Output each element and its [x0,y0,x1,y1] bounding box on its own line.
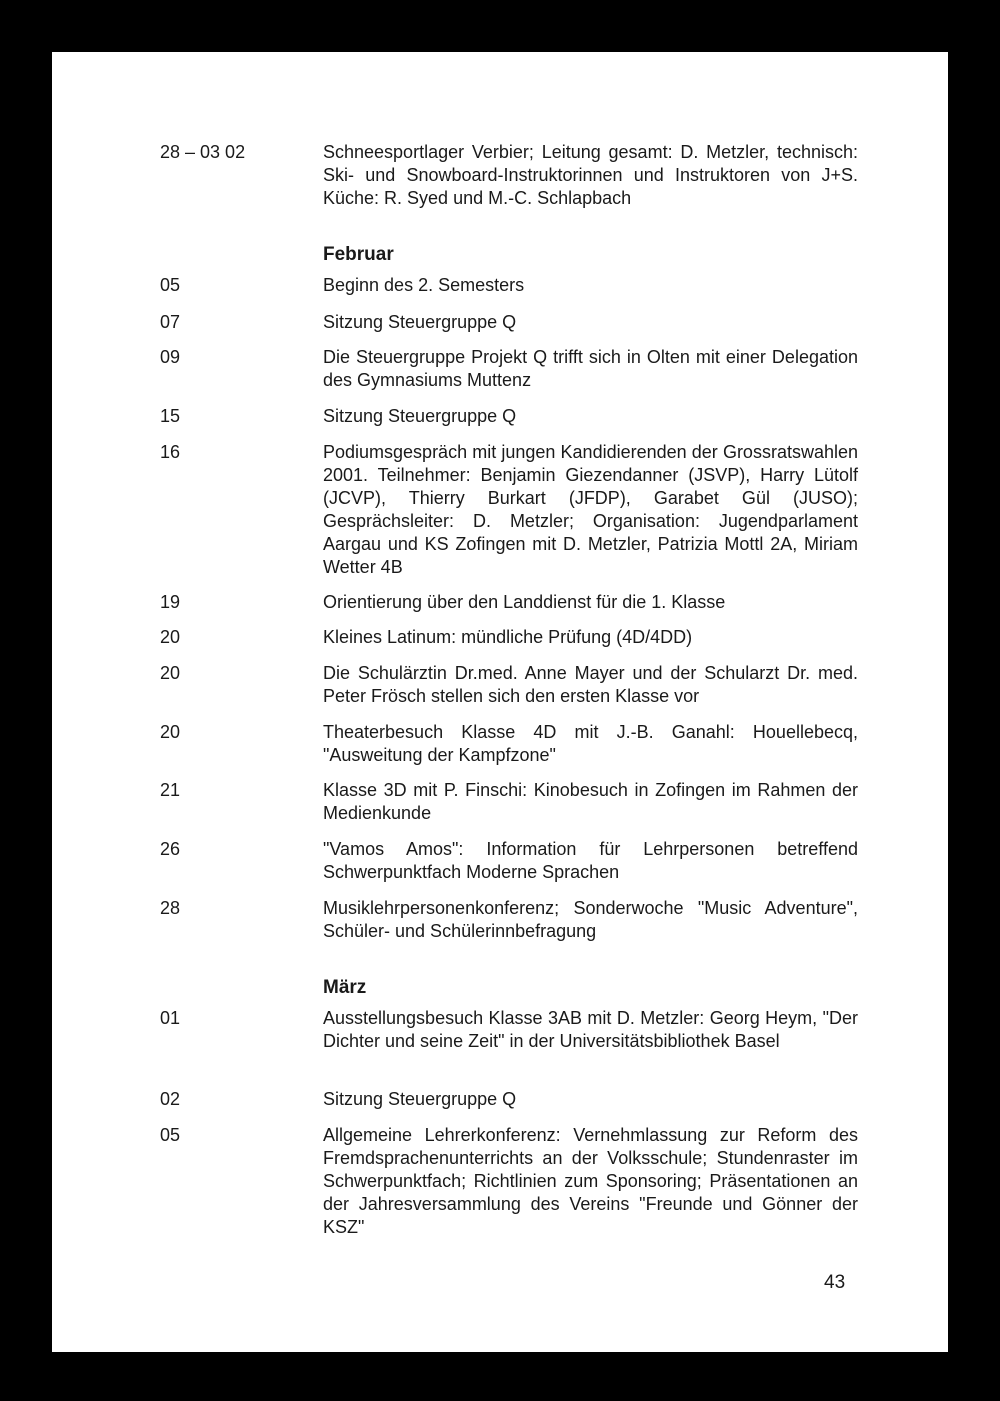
entry-date: 09 [160,347,181,367]
entry-text: Podiumsgespräch mit jungen Kandidierenden der Grossratswahlen 2001. Teilnehmer: Benjamin Giezendanner (JSVP), Harry Lütolf (JCVP), Thierry Burkart (JFDP), Garabet Gül (JUSO); Gesprächsleiter: D. Metzler; Organisation: Jugendparlament Aargau und KS Zofingen mit D. Metzler, Patrizia Mottl 2A, Miriam Wetter 4B [323,442,858,577]
entry-date: 19 [160,592,181,612]
entry-date: 28 [160,898,181,918]
entry-text: Sitzung Steuergruppe Q [323,1089,517,1109]
entry-text: Sitzung Steuergruppe Q [323,312,517,332]
entry-text: Die Schulärztin Dr.med. Anne Mayer und der Schularzt Dr. med. Peter Frösch stellen sich den ersten Klasse vor [323,663,858,706]
entry-date: 01 [160,1008,181,1028]
month-heading: März [323,977,367,998]
entry-date: 21 [160,780,181,800]
entry-date: 05 [160,275,181,295]
entry-date: 07 [160,312,181,332]
entry-date: 16 [160,442,181,462]
document-page [52,52,948,1352]
entry-text: Schneesportlager Verbier; Leitung gesamt: D. Metzler, technisch: Ski- und Snowboard-Instruktorinnen und Instruktoren von J+S. Küche: R. Syed und M.-C. Schlapbach [323,142,858,208]
entry-text: Die Steuergruppe Projekt Q trifft sich in Olten mit einer Delegation des Gymnasiums Muttenz [323,347,858,390]
entry-date: 28 – 03 02 [160,142,246,162]
page-number: 43 [824,1272,846,1293]
entry-text: Ausstellungsbesuch Klasse 3AB mit D. Metzler: Georg Heym, "Der Dichter und seine Zeit" in der Universitätsbibliothek Basel [323,1008,858,1051]
entry-text: Allgemeine Lehrerkonferenz: Vernehmlassung zur Reform des Fremdsprachenunterrichts an der Volksschule; Stundenraster im Schwerpunktfach; Richtlinien zum Sponsoring; Präsentationen an der Jahresversammlung des Vereins "Freunde und Gönner der KSZ" [323,1125,858,1237]
entry-date: 20 [160,722,181,742]
entry-text: Sitzung Steuergruppe Q [323,406,517,426]
entry-text: Musiklehrpersonenkonferenz; Sonderwoche "Music Adventure", Schüler- und Schülerinnbefragung [323,898,858,941]
entry-text: Kleines Latinum: mündliche Prüfung (4D/4DD) [323,627,693,647]
entry-text: "Vamos Amos": Information für Lehrpersonen betreffend Schwerpunktfach Moderne Sprachen [323,839,858,882]
entry-text: Theaterbesuch Klasse 4D mit J.-B. Ganahl: Houellebecq, "Ausweitung der Kampfzone" [323,722,858,765]
entry-date: 02 [160,1089,181,1109]
entry-date: 15 [160,406,181,426]
entry-text: Klasse 3D mit P. Finschi: Kinobesuch in Zofingen im Rahmen der Medienkunde [323,780,858,823]
entry-text: Beginn des 2. Semesters [323,275,525,295]
entry-date: 26 [160,839,181,859]
month-heading: Februar [323,244,394,265]
entry-date: 05 [160,1125,181,1145]
entry-date: 20 [160,663,181,683]
entry-date: 20 [160,627,181,647]
entry-text: Orientierung über den Landdienst für die 1. Klasse [323,592,726,612]
